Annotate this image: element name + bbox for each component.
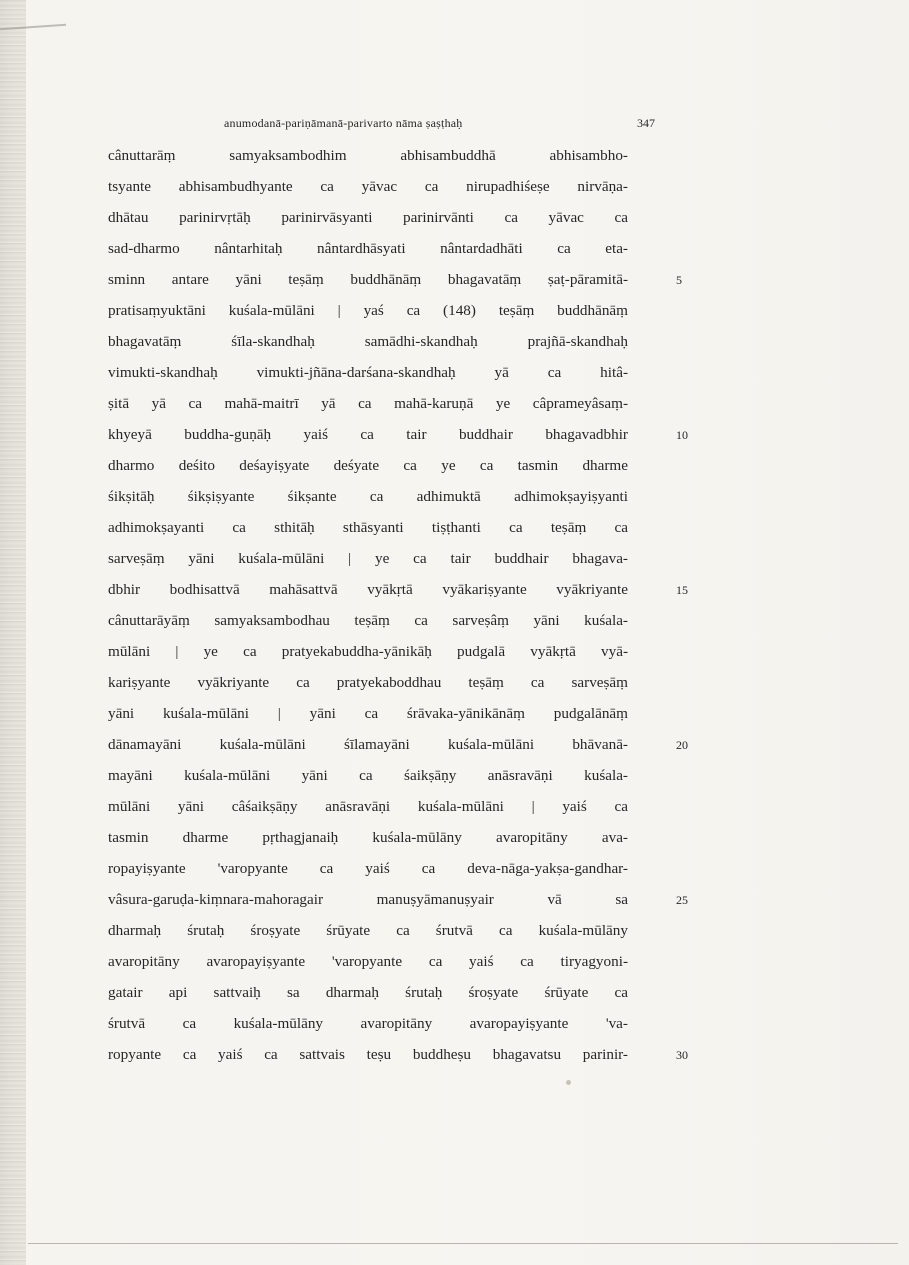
text-line: sad-dharmo nântarhitaḥ nântardhāsyati nântardadhāti ca eta-: [108, 240, 628, 257]
text-line: mūlāni yāni câśaikṣāṇy anāsravāṇi kuśala-mūlāni | yaiś ca: [108, 798, 628, 815]
text-line: dānamayāni kuśala-mūlāni śīlamayāni kuśala-mūlāni bhāvanā-: [108, 736, 628, 753]
text-line: dharmo deśito deśayiṣyate deśyate ca ye ca tasmin dharme: [108, 457, 628, 474]
text-line: tsyante abhisambudhyante ca yāvac ca nirupadhiśeṣe nirvāṇa-: [108, 178, 628, 195]
text-line: avaropitāny avaropayiṣyante 'varopyante ca yaiś ca tiryagyoni-: [108, 953, 628, 970]
text-line: gatair api sattvaiḥ sa dharmaḥ śrutaḥ śroṣyate śrūyate ca: [108, 984, 628, 1001]
text-line: śrutvā ca kuśala-mūlāny avaropitāny avaropayiṣyante 'va-: [108, 1015, 628, 1032]
chapter-title: anumodanā-pariṇāmanā-parivarto nāma ṣaṣṭhaḥ: [224, 116, 463, 130]
text-line: vimukti-skandhaḥ vimukti-jñāna-darśana-skandhaḥ yā ca hitâ-: [108, 364, 628, 381]
text-line: tasmin dharme pṛthagjanaiḥ kuśala-mūlāny avaropitāny ava-: [108, 829, 628, 846]
running-header: [0, 116, 909, 136]
text-line: pratisaṃyuktāni kuśala-mūlāni | yaś ca (148) teṣāṃ buddhānāṃ: [108, 302, 628, 319]
line-number: 20: [676, 738, 688, 752]
text-line: cânuttarāyāṃ samyaksambodhau teṣāṃ ca sarveṣâṃ yāni kuśala-: [108, 612, 628, 629]
page-number: 347: [637, 116, 655, 130]
line-number: 25: [676, 893, 688, 907]
page-binding-shadow: [0, 0, 26, 1265]
scan-corner-mark: [0, 24, 66, 45]
text-line: śikṣitāḥ śikṣiṣyante śikṣante ca adhimuktā adhimokṣayiṣyanti: [108, 488, 628, 505]
text-line: bhagavatāṃ śīla-skandhaḥ samādhi-skandhaḥ prajñā-skandhaḥ: [108, 333, 628, 350]
text-line: dharmaḥ śrutaḥ śroṣyate śrūyate ca śrutvā ca kuśala-mūlāny: [108, 922, 628, 939]
text-line: yāni kuśala-mūlāni | yāni ca śrāvaka-yānikānāṃ pudgalānāṃ: [108, 705, 628, 722]
text-line: ropayiṣyante 'varopyante ca yaiś ca deva-nāga-yakṣa-gandhar-: [108, 860, 628, 877]
text-line: mayāni kuśala-mūlāni yāni ca śaikṣāṇy anāsravāṇi kuśala-: [108, 767, 628, 784]
line-number: 5: [676, 273, 682, 287]
text-line: ropyante ca yaiś ca sattvais teṣu buddheṣu bhagavatsu parinir-: [108, 1046, 628, 1063]
text-line: mūlāni | ye ca pratyekabuddha-yānikāḥ pudgalā vyākṛtā vyā-: [108, 643, 628, 660]
line-number: 30: [676, 1048, 688, 1062]
line-number: 15: [676, 583, 688, 597]
scan-edge-line: [28, 1243, 898, 1244]
text-line: sminn antare yāni teṣāṃ buddhānāṃ bhagavatāṃ ṣaṭ-pāramitā-: [108, 271, 628, 288]
line-number: 10: [676, 428, 688, 442]
text-line: kariṣyante vyākriyante ca pratyekaboddhau teṣāṃ ca sarveṣāṃ: [108, 674, 628, 691]
text-line: dbhir bodhisattvā mahāsattvā vyākṛtā vyākariṣyante vyākriyante: [108, 581, 628, 598]
text-line: vâsura-garuḍa-kiṃnara-mahoragair manuṣyāmanuṣyair vā sa: [108, 891, 628, 908]
text-line: khyeyā buddha-guṇāḥ yaiś ca tair buddhair bhagavadbhir: [108, 426, 628, 443]
text-line: adhimokṣayanti ca sthitāḥ sthāsyanti tiṣṭhanti ca teṣāṃ ca: [108, 519, 628, 536]
text-line: cânuttarāṃ samyaksambodhim abhisambuddhā abhisambho-: [108, 147, 628, 164]
text-line: sarveṣāṃ yāni kuśala-mūlāni | ye ca tair buddhair bhagava-: [108, 550, 628, 567]
text-line: ṣitā yā ca mahā-maitrī yā ca mahā-karuṇā ye câprameyâsaṃ-: [108, 395, 628, 412]
text-line: dhātau parinirvṛtāḥ parinirvāsyanti parinirvānti ca yāvac ca: [108, 209, 628, 226]
paper-speck: [566, 1080, 571, 1085]
